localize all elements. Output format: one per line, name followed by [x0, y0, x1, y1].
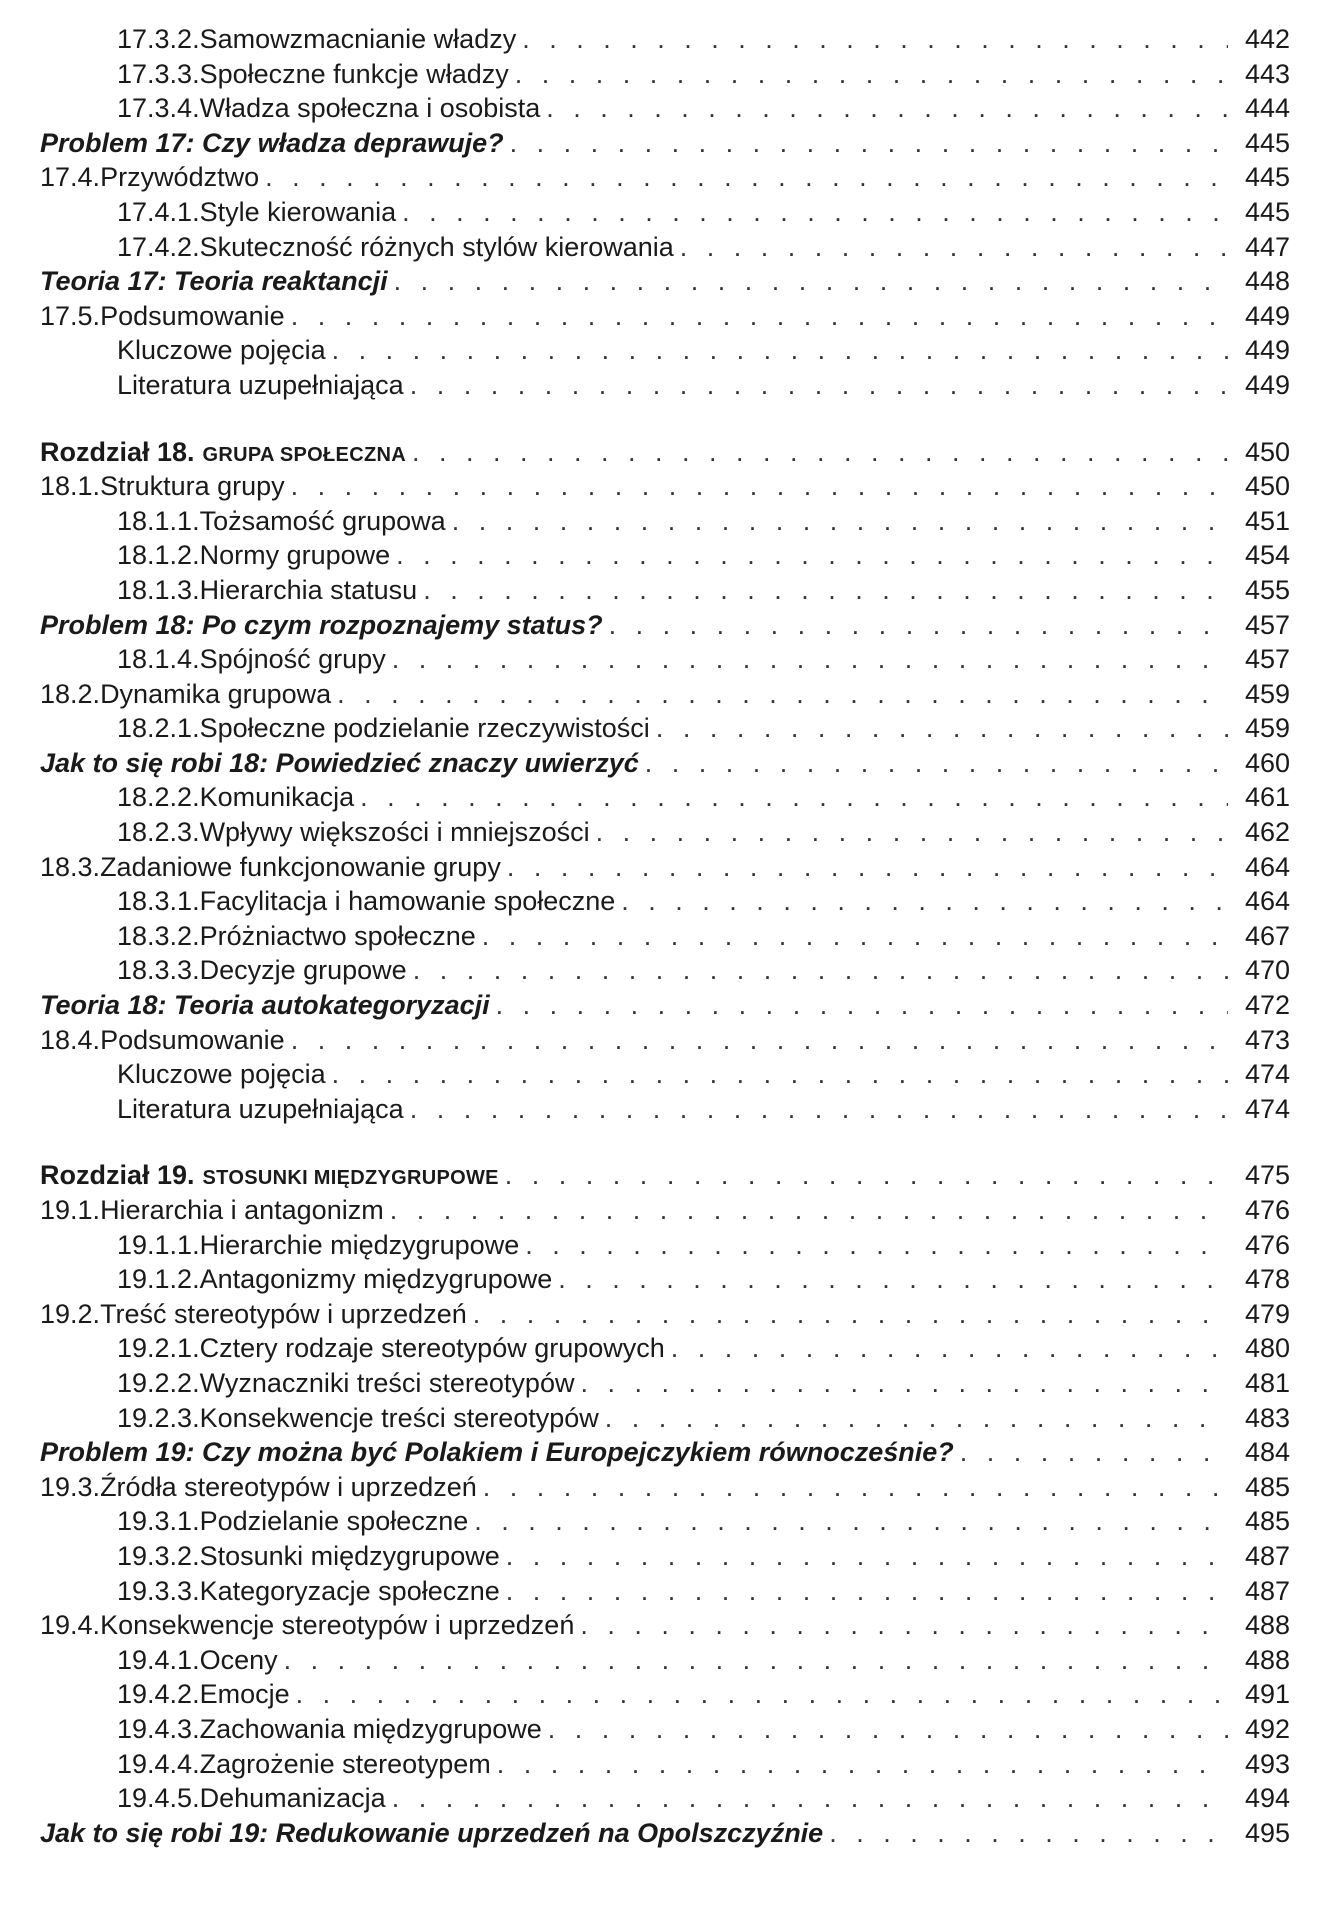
entry-number: 19.3.1.: [117, 1506, 200, 1537]
entry-number: 19.3.2.: [117, 1540, 200, 1571]
entry-title: Próżniactwo społeczne: [199, 920, 476, 951]
toc-boxed-item: [40, 1435, 1290, 1470]
dot-leader: [410, 1092, 1228, 1127]
toc-boxed-item: [40, 988, 1290, 1023]
dot-leader: [507, 850, 1228, 885]
dot-leader: [656, 711, 1228, 746]
entry-number: 18.1.4.: [117, 644, 200, 675]
toc-boxed-item: [40, 608, 1290, 643]
dot-leader: [337, 677, 1228, 712]
entry-title: Jak to się robi 18: Powiedzieć znaczy uwierzyć: [40, 747, 639, 778]
page-number: 494: [1244, 1783, 1290, 1814]
toc-subsection: [40, 1262, 1290, 1297]
toc-subsection: [40, 1401, 1290, 1436]
entry-title: Normy grupowe: [199, 540, 391, 571]
page-number: 472: [1244, 990, 1290, 1021]
dot-leader: [497, 1747, 1228, 1782]
entry-number: 18.1.3.: [117, 574, 200, 605]
entry-title: Wpływy większości i mniejszości: [199, 817, 590, 848]
page-number: 461: [1244, 782, 1290, 813]
toc-subsection: [40, 919, 1290, 954]
entry-number: 19.3.: [40, 1471, 101, 1502]
toc-section: [40, 1023, 1290, 1058]
dot-leader: [496, 988, 1228, 1023]
page-number: 488: [1244, 1610, 1290, 1641]
entry-number: 18.3.: [40, 851, 101, 882]
entry-number: 19.4.5.: [117, 1783, 200, 1814]
page-number: 493: [1244, 1748, 1290, 1779]
entry-title: Skuteczność różnych stylów kierowania: [199, 231, 674, 262]
dot-leader: [392, 642, 1228, 677]
entry-number: 18.3.1.: [117, 886, 200, 917]
toc-boxed-item: [40, 746, 1290, 781]
entry-title: Tożsamość grupowa: [199, 505, 446, 536]
page-number: 478: [1244, 1264, 1290, 1295]
dot-leader: [396, 538, 1228, 573]
entry-number: 18.3.3.: [117, 955, 200, 986]
entry-number: 17.4.: [40, 162, 101, 193]
dot-leader: [546, 91, 1228, 126]
page-number: 476: [1244, 1195, 1290, 1225]
entry-number: 19.2.1.: [117, 1333, 200, 1364]
dot-leader: [332, 1057, 1228, 1092]
entry-title: Facylitacja i hamowanie społeczne: [199, 886, 616, 917]
dot-leader: [482, 919, 1228, 954]
entry-title: Podzielanie społeczne: [199, 1506, 469, 1537]
page-number: 455: [1244, 574, 1290, 605]
entry-title: Teoria 18: Teoria autokategoryzacji: [40, 990, 490, 1021]
toc-chapter: [40, 435, 1290, 470]
toc-subsection: [40, 815, 1290, 850]
toc-subsection: [40, 1331, 1290, 1366]
page-number: 445: [1244, 127, 1290, 158]
dot-leader: [605, 1401, 1228, 1436]
dot-leader: [412, 435, 1228, 470]
toc-subsection: [40, 573, 1290, 608]
entry-number: 19.4.4.: [117, 1748, 200, 1779]
toc-subsection: [40, 22, 1290, 57]
dot-leader: [515, 57, 1228, 92]
page-number: 484: [1244, 1437, 1290, 1468]
entry-title: Literatura uzupełniająca: [117, 369, 404, 400]
page-number: 467: [1244, 920, 1290, 951]
entry-title: Władza społeczna i osobista: [199, 93, 541, 124]
entry-title: Zadaniowe funkcjonowanie grupy: [100, 851, 501, 882]
toc-subsection: [40, 538, 1290, 573]
dot-leader: [284, 1643, 1228, 1678]
dot-leader: [265, 160, 1228, 195]
page-number: 459: [1244, 678, 1290, 709]
toc-extra: [40, 1092, 1290, 1127]
chapter-spacer: [40, 403, 1290, 435]
dot-leader: [505, 1158, 1228, 1193]
page-number: 479: [1244, 1298, 1290, 1329]
chapter-spacer: [40, 1126, 1290, 1158]
dot-leader: [413, 953, 1228, 988]
toc-section: [40, 1608, 1290, 1643]
toc-extra: [40, 333, 1290, 368]
entry-title: Decyzje grupowe: [199, 955, 407, 986]
page-number: 445: [1244, 196, 1290, 227]
toc-section: [40, 850, 1290, 885]
entry-title: Podsumowanie: [100, 1024, 285, 1055]
dot-leader: [671, 1331, 1228, 1366]
dot-leader: [291, 469, 1228, 504]
page-number: 457: [1244, 609, 1290, 640]
page-number: 470: [1244, 955, 1290, 986]
page-number: 450: [1244, 471, 1290, 502]
page-number: 449: [1244, 335, 1290, 366]
dot-leader: [525, 1228, 1228, 1263]
entry-title: Struktura grupy: [100, 471, 285, 502]
table-of-contents: [40, 22, 1290, 1850]
entry-title: Spójność grupy: [199, 644, 386, 675]
entry-number: 19.2.: [40, 1298, 101, 1329]
entry-number: 19.1.1.: [117, 1229, 200, 1260]
entry-title: Hierarchia statusu: [199, 574, 418, 605]
toc-subsection: [40, 953, 1290, 988]
page-number: 450: [1244, 436, 1290, 467]
entry-number: 19.4.2.: [117, 1679, 200, 1710]
toc-subsection: [40, 711, 1290, 746]
page-number: 492: [1244, 1713, 1290, 1744]
entry-title: Stosunki międzygrupowe: [199, 1540, 500, 1571]
entry-title: Dehumanizacja: [199, 1783, 386, 1814]
dot-leader: [609, 608, 1228, 643]
page-number: 444: [1244, 93, 1290, 124]
page-number: 480: [1244, 1333, 1290, 1364]
entry-number: 17.4.2.: [117, 231, 200, 262]
entry-title: Hierarchia i antagonizm: [100, 1195, 384, 1225]
dot-leader: [680, 230, 1228, 265]
page-number: 449: [1244, 300, 1290, 331]
page-number: 475: [1244, 1160, 1290, 1191]
page-number: 474: [1244, 1093, 1290, 1124]
entry-number: 18.1.1.: [117, 505, 200, 536]
page-number: 459: [1244, 713, 1290, 744]
dot-leader: [291, 1023, 1228, 1058]
page-number: 445: [1244, 162, 1290, 193]
toc-section: [40, 1193, 1290, 1228]
entry-number: 17.4.1.: [117, 196, 200, 227]
entry-number: 17.3.4.: [117, 93, 200, 124]
page-number: 485: [1244, 1471, 1290, 1502]
page-number: 481: [1244, 1367, 1290, 1398]
dot-leader: [510, 126, 1228, 161]
entry-number: 18.2.: [40, 678, 101, 709]
entry-number: 18.2.1.: [117, 713, 200, 744]
toc-subsection: [40, 57, 1290, 92]
toc-boxed-item: [40, 1816, 1290, 1851]
toc-subsection: [40, 91, 1290, 126]
page-number: 462: [1244, 817, 1290, 848]
toc-section: [40, 677, 1290, 712]
dot-leader: [394, 264, 1228, 299]
entry-title: Emocje: [199, 1679, 290, 1710]
toc-subsection: [40, 230, 1290, 265]
toc-boxed-item: [40, 126, 1290, 161]
toc-section: [40, 469, 1290, 504]
entry-title: STOSUNKI MIĘDZYGRUPOWE: [202, 1167, 499, 1190]
toc-subsection: [40, 1677, 1290, 1712]
dot-leader: [392, 1781, 1228, 1816]
entry-title: GRUPA SPOŁECZNA: [202, 443, 406, 466]
dot-leader: [829, 1816, 1228, 1851]
entry-title: Dynamika grupowa: [100, 678, 332, 709]
entry-title: Przywództwo: [100, 162, 260, 193]
entry-number: 19.3.3.: [117, 1575, 200, 1606]
dot-leader: [402, 195, 1228, 230]
entry-title: Źródła stereotypów i uprzedzeń: [100, 1471, 477, 1502]
dot-leader: [596, 815, 1228, 850]
dot-leader: [360, 780, 1228, 815]
dot-leader: [291, 299, 1228, 334]
page-number: 451: [1244, 505, 1290, 536]
entry-title: Konsekwencje treści stereotypów: [199, 1402, 599, 1433]
entry-number: 18.2.3.: [117, 817, 200, 848]
toc-subsection: [40, 1747, 1290, 1782]
entry-title: Oceny: [199, 1644, 278, 1675]
entry-title: Hierarchie międzygrupowe: [199, 1229, 520, 1260]
dot-leader: [483, 1470, 1228, 1505]
toc-subsection: [40, 1228, 1290, 1263]
page-number: 487: [1244, 1575, 1290, 1606]
toc-section: [40, 160, 1290, 195]
page-number: 457: [1244, 644, 1290, 675]
dot-leader: [548, 1712, 1228, 1747]
page-number: 474: [1244, 1059, 1290, 1090]
page-number: 443: [1244, 58, 1290, 89]
page-number: 447: [1244, 231, 1290, 262]
toc-section: [40, 1297, 1290, 1332]
entry-number: Rozdział 19.: [40, 1160, 195, 1191]
entry-title: Cztery rodzaje stereotypów grupowych: [199, 1333, 665, 1364]
page-number: 448: [1244, 266, 1290, 297]
page-number: 454: [1244, 540, 1290, 571]
dot-leader: [332, 333, 1228, 368]
toc-subsection: [40, 1712, 1290, 1747]
toc-boxed-item: [40, 264, 1290, 299]
entry-title: Problem 17: Czy władza deprawuje?: [40, 127, 504, 158]
toc-subsection: [40, 1504, 1290, 1539]
dot-leader: [960, 1435, 1228, 1470]
entry-title: Kluczowe pojęcia: [117, 1059, 326, 1090]
toc-subsection: [40, 1539, 1290, 1574]
entry-number: 18.4.: [40, 1024, 101, 1055]
dot-leader: [621, 884, 1228, 919]
entry-number: 19.2.3.: [117, 1402, 200, 1433]
toc-subsection: [40, 1366, 1290, 1401]
entry-number: 17.5.: [40, 300, 101, 331]
dot-leader: [452, 504, 1228, 539]
dot-leader: [296, 1677, 1228, 1712]
dot-leader: [474, 1504, 1228, 1539]
entry-title: Samowzmacnianie władzy: [199, 24, 517, 54]
page-number: 491: [1244, 1679, 1290, 1710]
toc-subsection: [40, 642, 1290, 677]
entry-title: Style kierowania: [199, 196, 397, 227]
toc-extra: [40, 368, 1290, 403]
entry-title: Społeczne podzielanie rzeczywistości: [199, 713, 650, 744]
page-number: 476: [1244, 1229, 1290, 1260]
page-number: 464: [1244, 886, 1290, 917]
dot-leader: [410, 368, 1228, 403]
entry-title: Społeczne funkcje władzy: [199, 58, 509, 89]
entry-title: Antagonizmy międzygrupowe: [199, 1264, 553, 1295]
entry-number: 17.3.2.: [117, 24, 200, 54]
dot-leader: [580, 1608, 1228, 1643]
dot-leader: [473, 1297, 1228, 1332]
page-number: 464: [1244, 851, 1290, 882]
dot-leader: [645, 746, 1228, 781]
entry-number: 18.1.: [40, 471, 101, 502]
entry-number: 18.3.2.: [117, 920, 200, 951]
entry-number: Rozdział 18.: [40, 436, 195, 467]
entry-title: Treść stereotypów i uprzedzeń: [100, 1298, 467, 1329]
toc-subsection: [40, 1574, 1290, 1609]
entry-number: 19.4.3.: [117, 1713, 200, 1744]
entry-title: Kategoryzacje społeczne: [199, 1575, 500, 1606]
entry-number: 19.1.2.: [117, 1264, 200, 1295]
dot-leader: [390, 1193, 1228, 1228]
entry-title: Kluczowe pojęcia: [117, 335, 326, 366]
dot-leader: [423, 573, 1228, 608]
page-number: 488: [1244, 1644, 1290, 1675]
toc-subsection: [40, 195, 1290, 230]
page-number: 449: [1244, 369, 1290, 400]
entry-title: Komunikacja: [199, 782, 355, 813]
entry-title: Zagrożenie stereotypem: [199, 1748, 491, 1779]
toc-subsection: [40, 884, 1290, 919]
entry-title: Podsumowanie: [100, 300, 285, 331]
toc-subsection: [40, 504, 1290, 539]
entry-number: 17.3.3.: [117, 58, 200, 89]
entry-number: 19.4.: [40, 1610, 101, 1641]
page-number: 483: [1244, 1402, 1290, 1433]
page-number: 460: [1244, 747, 1290, 778]
entry-title: Problem 18: Po czym rozpoznajemy status?: [40, 609, 603, 640]
entry-title: Wyznaczniki treści stereotypów: [199, 1367, 575, 1398]
page-number: 442: [1244, 24, 1290, 54]
dot-leader: [580, 1366, 1228, 1401]
dot-leader: [506, 1539, 1228, 1574]
entry-title: Problem 19: Czy można być Polakiem i Europejczykiem równocześnie?: [40, 1437, 954, 1468]
entry-number: 19.4.1.: [117, 1644, 200, 1675]
entry-title: Literatura uzupełniająca: [117, 1093, 404, 1124]
toc-extra: [40, 1057, 1290, 1092]
entry-number: 19.1.: [40, 1195, 101, 1225]
toc-subsection: [40, 1643, 1290, 1678]
entry-number: 18.2.2.: [117, 782, 200, 813]
entry-number: 18.1.2.: [117, 540, 200, 571]
toc-subsection: [40, 1781, 1290, 1816]
toc-section: [40, 299, 1290, 334]
dot-leader: [522, 22, 1228, 57]
entry-title: Konsekwencje stereotypów i uprzedzeń: [100, 1610, 575, 1641]
page-number: 485: [1244, 1506, 1290, 1537]
entry-title: Jak to się robi 19: Redukowanie uprzedzeń na Opolszczyźnie: [40, 1817, 824, 1848]
toc-chapter: [40, 1158, 1290, 1193]
page-number: 495: [1244, 1817, 1290, 1848]
entry-title: Zachowania międzygrupowe: [199, 1713, 542, 1744]
page-number: 473: [1244, 1024, 1290, 1055]
dot-leader: [506, 1574, 1228, 1609]
entry-number: 19.2.2.: [117, 1367, 200, 1398]
entry-title: Teoria 17: Teoria reaktancji: [40, 266, 388, 297]
dot-leader: [558, 1262, 1228, 1297]
toc-section: [40, 1470, 1290, 1505]
toc-subsection: [40, 780, 1290, 815]
page-number: 487: [1244, 1540, 1290, 1571]
